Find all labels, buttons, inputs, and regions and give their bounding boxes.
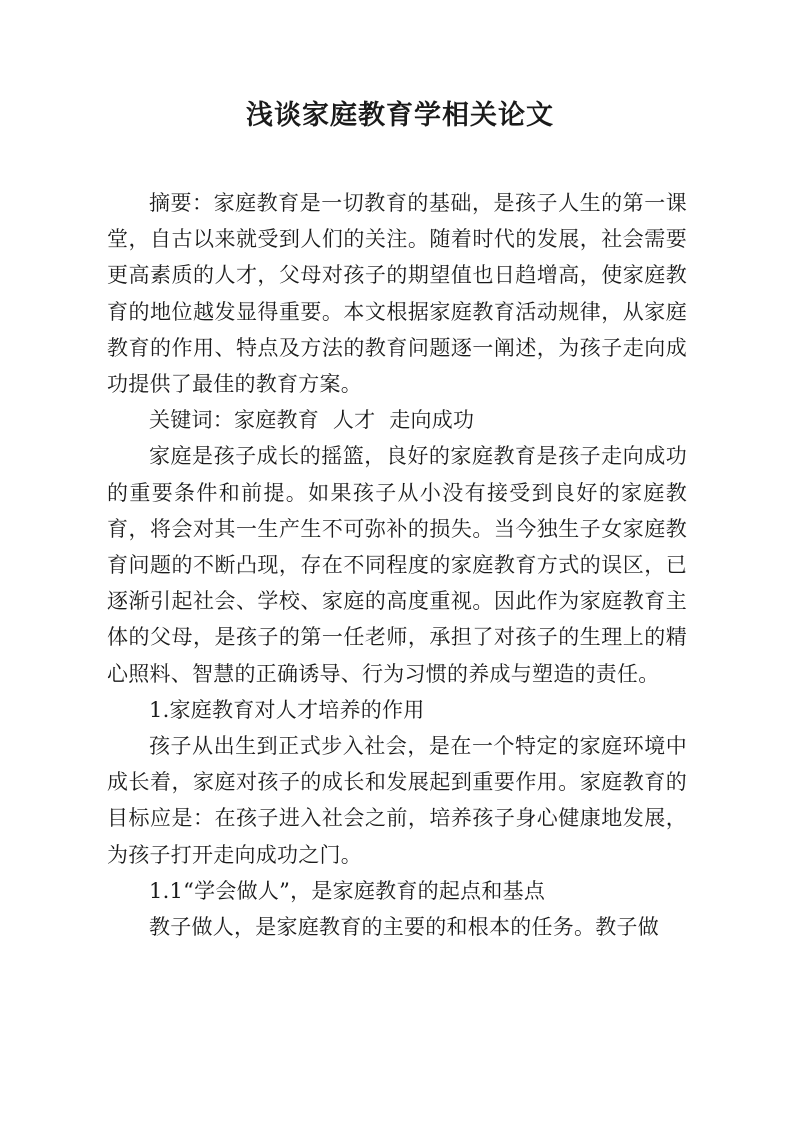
section-1-1-paragraph: 教子做人，是家庭教育的主要的和根本的任务。教子做 [149,915,659,940]
section-heading-1-1: 1.1“学会做人”，是家庭教育的起点和基点 [149,878,546,903]
keywords-line: 关键词：家庭教育 人才 走向成功 [149,408,475,433]
document-title: 浅谈家庭教育学相关论文 [246,100,554,131]
section-1-paragraph: 孩子从出生到正式步入社会，是在一个特定的家庭环境中成长着，家庭对孩子的成长和发展起到重要作用。家庭教育的目标应是：在孩子进入社会之前，培养孩子身心健康地发展，为孩子打开走向成功之门。 [107,734,687,867]
intro-paragraph: 家庭是孩子成长的摇篮，良好的家庭教育是孩子走向成功的重要条件和前提。如果孩子从小没有接受到良好的家庭教育，将会对其一生产生不可弥补的损失。当今独生子女家庭教育问题的不断凸现，存在不同程度的家庭教育方式的误区，已逐渐引起社会、学校、家庭的高度重视。因此作为家庭教育主体的父母，是孩子的第一任老师，承担了对孩子的生理上的精心照料、智慧的正确诱导、行为习惯的养成与塑造的责任。 [107,444,687,686]
abstract-paragraph: 摘要：家庭教育是一切教育的基础，是孩子人生的第一课堂，自古以来就受到人们的关注。随着时代的发展，社会需要更高素质的人才，父母对孩子的期望值也日趋增高，使家庭教育的地位越发显得重要。本文根据家庭教育活动规律，从家庭教育的作用、特点及方法的教育问题逐一阐述，为孩子走向成功提供了最佳的教育方案。 [107,191,687,397]
section-heading-1: 1.家庭教育对人才培养的作用 [149,697,425,722]
document-body [107,185,687,945]
